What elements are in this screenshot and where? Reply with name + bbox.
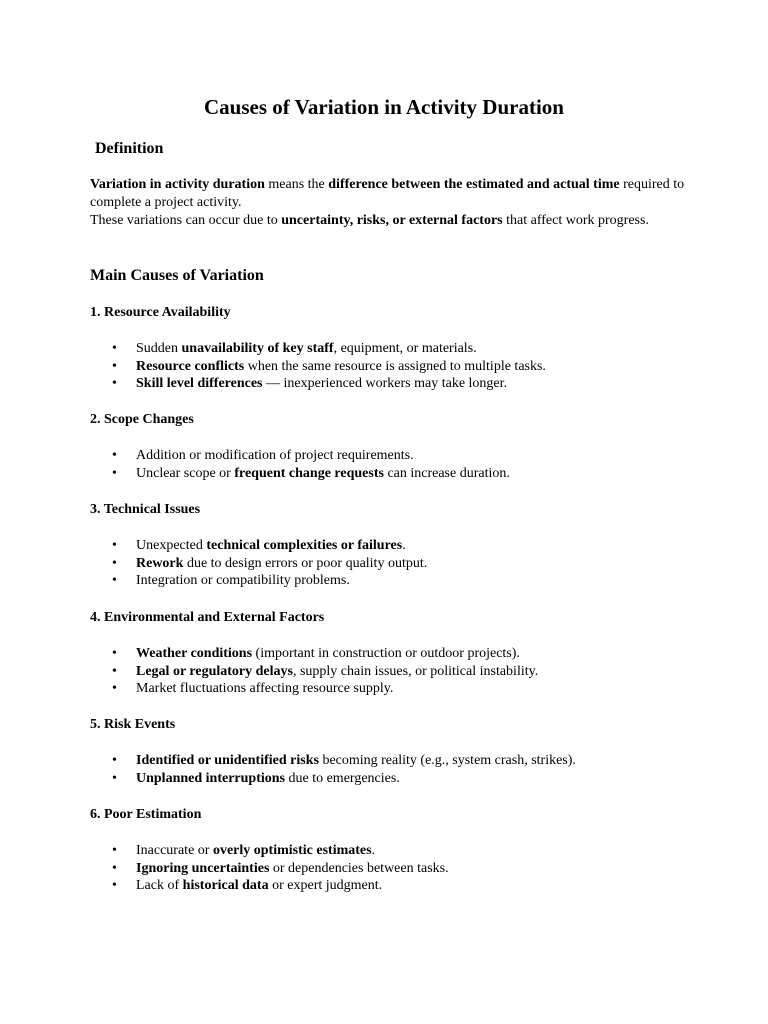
definition-paragraph-1 xyxy=(90,176,690,212)
item-bold-text: Unplanned interruptions xyxy=(136,770,285,786)
text: These variations can occur due to xyxy=(90,213,282,228)
item-text: when the same resource is assigned to multiple tasks. xyxy=(244,358,546,374)
main-causes-heading: Main Causes of Variation xyxy=(90,267,264,284)
bullet-icon: • xyxy=(112,376,117,392)
bullet-icon: • xyxy=(112,538,117,553)
item-text: Unexpected xyxy=(136,538,207,553)
item-text: . xyxy=(402,538,406,553)
item-text: or dependencies between tasks. xyxy=(269,860,449,876)
item-bold-text: overly optimistic estimates xyxy=(212,843,372,858)
list-item xyxy=(90,663,538,681)
item-text: can increase duration. xyxy=(383,465,510,481)
bold-text: Variation in activity duration xyxy=(90,177,265,192)
list-item xyxy=(90,752,576,770)
bullet-icon: • xyxy=(112,878,117,894)
bullet-icon: • xyxy=(112,681,117,697)
item-bold-text: Weather conditions xyxy=(136,646,253,661)
item-bold-text: Ignoring uncertainties xyxy=(136,860,270,876)
bullet-list xyxy=(90,645,538,698)
list-item xyxy=(90,572,427,590)
item-text: (important in construction or outdoor projects). xyxy=(252,646,520,661)
section-heading: 3. Technical Issues xyxy=(90,502,201,517)
item-text: Market fluctuations affecting resource supply. xyxy=(136,681,394,697)
list-item xyxy=(90,537,427,555)
item-bold-text: unavailability of key staff xyxy=(181,341,334,356)
bullet-list xyxy=(90,842,449,895)
item-bold-text: frequent change requests xyxy=(234,465,384,481)
item-text: due to emergencies. xyxy=(284,770,400,786)
bullet-icon: • xyxy=(112,341,117,356)
section-environmental-external xyxy=(90,609,710,697)
bold-text: difference between the estimated and actual time xyxy=(328,177,620,192)
bullet-list xyxy=(90,752,576,787)
item-text: or expert judgment. xyxy=(268,878,383,894)
item-text: Inaccurate or xyxy=(136,843,213,858)
item-bold-text: Rework xyxy=(136,555,184,571)
section-heading: 2. Scope Changes xyxy=(90,412,194,427)
item-text: Unclear scope or xyxy=(136,465,235,481)
section-heading: 1. Resource Availability xyxy=(90,305,231,320)
list-item xyxy=(90,860,449,878)
bullet-icon: • xyxy=(112,573,117,589)
bullet-icon: • xyxy=(112,465,117,481)
document-title: Causes of Variation in Activity Duration xyxy=(204,95,564,119)
list-item xyxy=(90,770,576,788)
bullet-list xyxy=(90,447,510,482)
item-bold-text: Resource conflicts xyxy=(136,358,245,374)
section-heading: 5. Risk Events xyxy=(90,717,176,732)
item-bold-text: Legal or regulatory delays xyxy=(136,663,293,679)
item-text: due to design errors or poor quality output. xyxy=(183,555,428,571)
bullet-icon: • xyxy=(112,860,117,876)
bullet-list xyxy=(90,340,546,393)
bullet-icon: • xyxy=(112,448,117,463)
item-bold-text: technical complexities or failures xyxy=(206,538,403,553)
list-item xyxy=(90,842,449,860)
bullet-icon: • xyxy=(112,646,117,661)
text: that affect work progress. xyxy=(502,213,649,228)
item-bold-text: Skill level differences xyxy=(136,376,263,392)
section-heading: 4. Environmental and External Factors xyxy=(90,610,325,625)
bullet-icon: • xyxy=(112,663,117,679)
list-item xyxy=(90,375,546,393)
item-text: — inexperienced workers may take longer. xyxy=(262,376,508,392)
definition-body xyxy=(90,176,690,230)
section-scope-changes xyxy=(90,411,710,481)
list-item xyxy=(90,555,427,573)
definition-paragraph-2 xyxy=(90,212,690,230)
item-bold-text: historical data xyxy=(182,878,269,894)
bullet-list xyxy=(90,537,427,590)
item-text: becoming reality (e.g., system crash, strikes). xyxy=(318,753,576,768)
bullet-icon: • xyxy=(112,555,117,571)
item-text: , supply chain issues, or political instability. xyxy=(292,663,539,679)
bullet-icon: • xyxy=(112,770,117,786)
section-technical-issues xyxy=(90,501,710,589)
list-item xyxy=(90,680,538,698)
item-text: Sudden xyxy=(136,341,182,356)
section-resource-availability xyxy=(90,304,710,392)
list-item xyxy=(90,877,449,895)
list-item xyxy=(90,447,510,465)
section-risk-events xyxy=(90,716,710,786)
bullet-icon: • xyxy=(112,358,117,374)
item-text: . xyxy=(371,843,376,858)
item-text: Addition or modification of project requirements. xyxy=(136,448,414,463)
text: means the xyxy=(264,177,329,192)
item-text: Integration or compatibility problems. xyxy=(136,573,350,589)
list-item xyxy=(90,358,546,376)
section-heading: 6. Poor Estimation xyxy=(90,807,202,822)
text: required to complete a project activity. xyxy=(90,177,685,210)
list-item xyxy=(90,645,538,663)
bullet-icon: • xyxy=(112,843,117,858)
definition-heading: Definition xyxy=(95,140,164,157)
list-item xyxy=(90,465,510,483)
item-bold-text: Identified or unidentified risks xyxy=(136,753,319,768)
bullet-icon: • xyxy=(112,753,117,768)
item-text: Lack of xyxy=(136,878,183,894)
list-item xyxy=(90,340,546,358)
section-poor-estimation xyxy=(90,806,710,894)
item-text: , equipment, or materials. xyxy=(333,341,477,356)
bold-text: uncertainty, risks, or external factors xyxy=(281,213,503,228)
